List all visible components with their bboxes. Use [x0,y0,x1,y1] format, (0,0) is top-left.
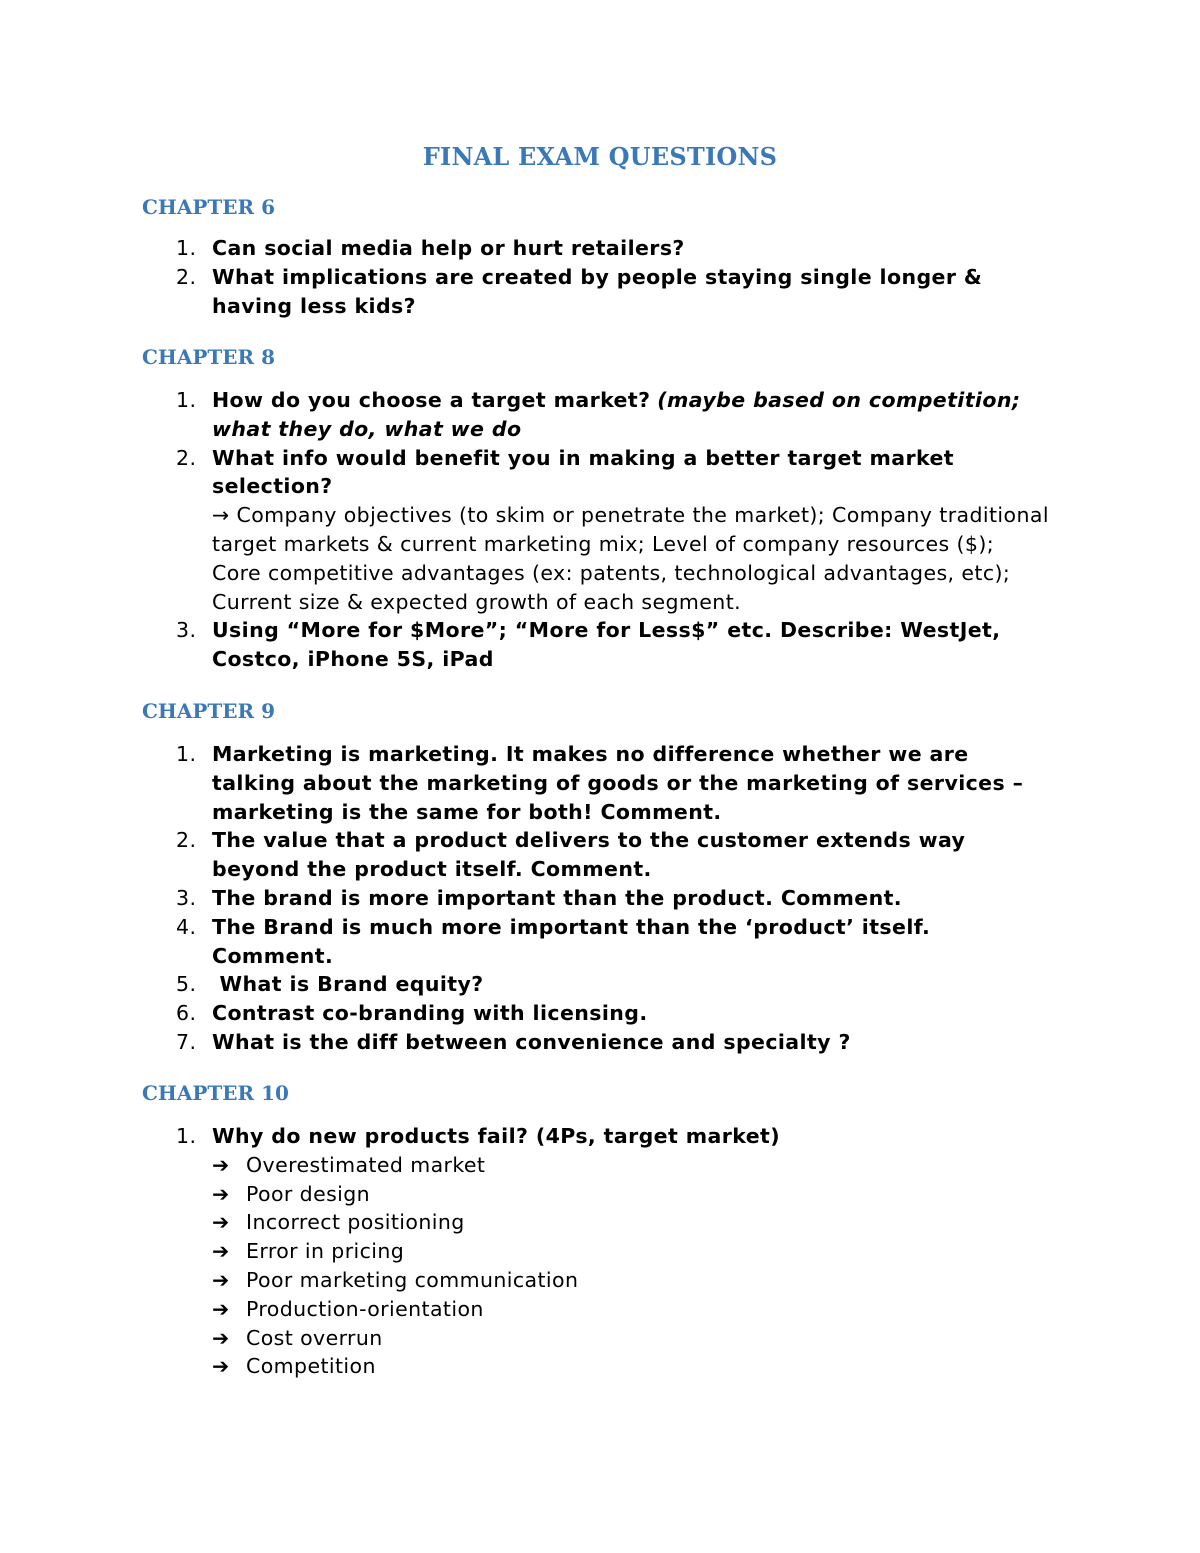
reason-text: Competition [246,1354,376,1379]
arrow-icon: ➔ [212,1354,230,1379]
chapter-heading: CHAPTER 9 [142,699,275,723]
reason-item [212,1352,1050,1381]
reason-text: Overestimated market [246,1152,486,1177]
question-text: What implications are created by people staying single longer & having less kids? [212,264,983,318]
arrow-icon: ➔ [212,1239,230,1264]
reason-item [212,1237,1050,1266]
answer-text: → Company objectives (to skim or penetrate the market); Company traditional target markets & current marketing mix; Level of company resources ($); Core competitive advantages (ex: patents, technological advantages, etc); Current size & expected growth of each segment. [212,503,1049,614]
list-item [0,740,1200,826]
item-number: 4. [176,914,197,939]
list-item [0,826,1200,884]
item-number: 2. [176,445,197,470]
list-item [0,999,1200,1028]
item-number: 2. [176,264,197,289]
list-item [0,444,1200,617]
list-item [0,386,1200,444]
reason-item [212,1151,1050,1180]
chapter-heading: CHAPTER 8 [142,345,275,369]
question-text: The brand is more important than the product. Comment. [212,885,902,910]
question-list [0,740,1200,1057]
arrow-icon: ➔ [212,1325,230,1350]
arrow-icon: ➔ [212,1267,230,1292]
reason-text: Incorrect positioning [246,1210,465,1235]
arrow-icon: ➔ [212,1152,230,1177]
page-title: FINAL EXAM QUESTIONS [422,142,778,171]
list-item [0,616,1200,674]
list-item [0,1028,1200,1057]
question-text: What is Brand equity? [212,972,484,997]
question-list [0,234,1200,320]
question-text: Can social media help or hurt retailers? [212,236,685,260]
question-list [0,386,1200,674]
reason-item [212,1180,1050,1209]
item-number: 5. [176,972,197,997]
arrow-icon: ➔ [212,1181,230,1206]
reason-item [212,1208,1050,1237]
arrow-icon: ➔ [212,1210,230,1235]
arrow-icon: ➔ [212,1296,230,1321]
reason-item [212,1295,1050,1324]
item-number: 3. [176,885,197,910]
question-text: What is the diff between convenience and specialty ? [212,1029,851,1054]
question-text: Contrast co-branding with licensing. [212,1001,648,1026]
chapter-heading: CHAPTER 10 [142,1081,289,1105]
item-number: 6. [176,1001,197,1026]
question-text: What info would benefit you in making a better target market selection? [212,445,954,499]
reason-text: Poor marketing communication [246,1267,579,1292]
question-text: How do you choose a target market? [212,388,651,412]
item-number: 1. [176,1124,197,1148]
question-text: Using “More for $More”; “More for Less$” etc. Describe: WestJet, Costco, iPhone 5S, iPad [212,618,1001,672]
reason-text: Cost overrun [246,1325,383,1350]
list-item [0,970,1200,999]
question-note: (maybe based on competition; what they do, what we do [212,388,1021,441]
item-number: 1. [176,236,197,260]
question-text: The Brand is much more important than the ‘product’ itself. Comment. [212,914,931,968]
item-number: 2. [176,828,197,853]
chapter-heading: CHAPTER 6 [142,195,275,219]
list-item [0,263,1200,321]
question-list [0,1122,1200,1381]
question-text: Marketing is marketing. It makes no difference whether we are talking about the marketing of goods or the marketing of services – marketing is the same for both! Comment. [212,742,1024,824]
question-text: The value that a product delivers to the customer extends way beyond the product itself. Comment. [212,828,966,882]
reason-text: Production-orientation [246,1296,484,1321]
reason-item [212,1266,1050,1295]
item-number: 7. [176,1029,197,1054]
item-number: 1. [176,388,197,412]
item-number: 1. [176,742,197,766]
list-item [0,913,1200,971]
reason-text: Error in pricing [246,1239,405,1264]
item-number: 3. [176,618,197,643]
list-item [0,1122,1200,1381]
question-text: Why do new products fail? (4Ps, target market) [212,1124,780,1148]
reason-text: Poor design [246,1181,371,1206]
list-item [0,234,1200,263]
reason-item [212,1324,1050,1353]
reason-list [212,1151,1050,1381]
list-item [0,884,1200,913]
